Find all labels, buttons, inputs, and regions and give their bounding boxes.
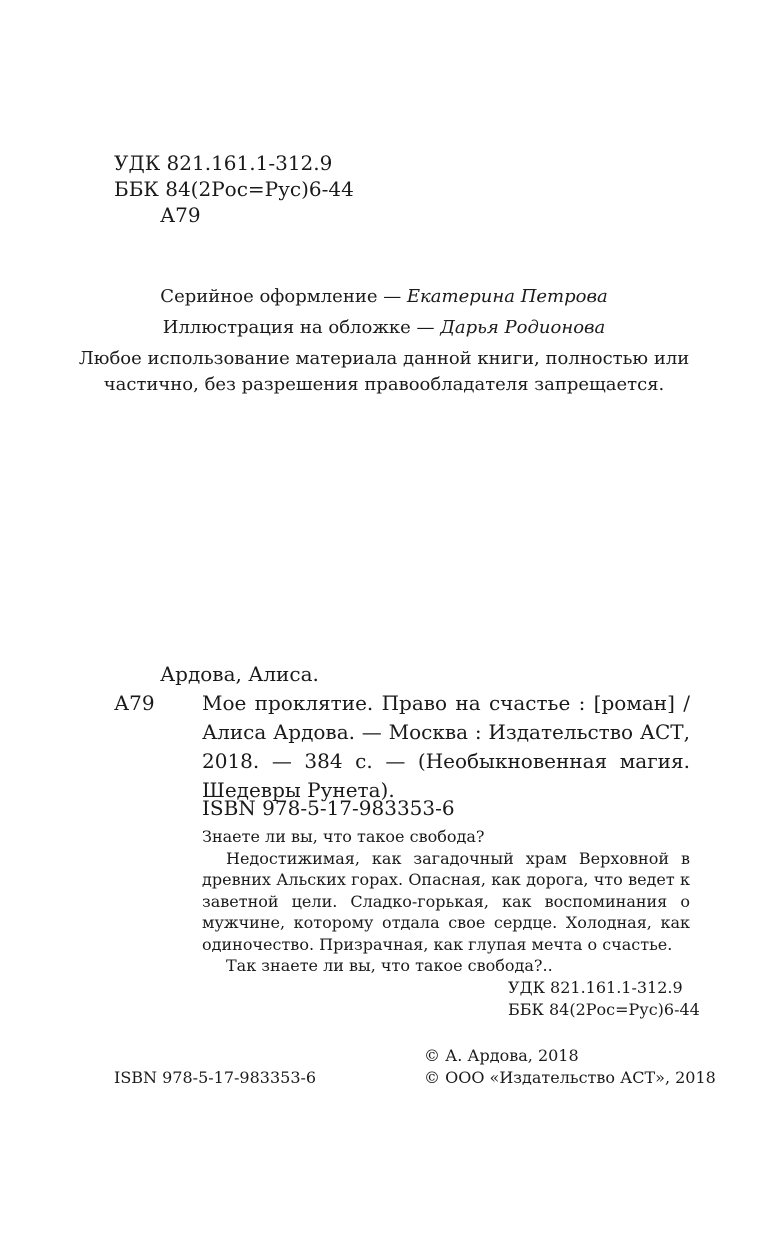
- annotation-paragraph: Знаете ли вы, что такое свобода?: [202, 827, 485, 846]
- catalog-udk: УДК 821.161.1-312.9: [508, 978, 683, 997]
- catalog-author-heading: Ардова, Алиса.: [160, 662, 319, 686]
- cover-illustration-credit: [0, 315, 768, 341]
- series-design-label: Серийное оформление —: [160, 286, 407, 307]
- copyright-publisher: © ООО «Издательство АСТ», 2018: [424, 1068, 716, 1087]
- footer-isbn: ISBN 978-5-17-983353-6: [114, 1068, 317, 1087]
- annotation-paragraph: Так знаете ли вы, что такое свобода?..: [226, 956, 553, 975]
- author-mark: А79: [160, 203, 201, 227]
- series-design-credit: [0, 284, 768, 310]
- copyright-notice-line-2: частично, без разрешения правообладателя запрещается.: [103, 374, 665, 395]
- catalog-isbn: ISBN 978-5-17-983353-6: [202, 796, 455, 820]
- catalog-author-mark: А79: [114, 691, 155, 715]
- catalog-description: Мое проклятие. Право на счастье : [роман] / Алиса Ардова. — Москва : Издательство АСТ, 2018. — 384 с. — (Необыкновенная магия. Шедевры Рунета).: [202, 691, 690, 802]
- series-design-name: Екатерина Петрова: [406, 286, 608, 307]
- copyright-author: © А. Ардова, 2018: [424, 1046, 579, 1065]
- catalog-bbk: ББК 84(2Рос=Рус)6-44: [508, 1000, 700, 1019]
- annotation-paragraph: Недостижимая, как загадочный храм Верховной в древних Альских горах. Опасная, как дорога, что ведет к заветной цели. Сладко-горькая, как воспоминания о мужчине, которому отдала свое сердце. Холодная, как одиночество. Призрачная, как глупая мечта о счастье.: [202, 848, 690, 954]
- cover-illustration-name: Дарья Родионова: [440, 317, 606, 338]
- bbk-code: ББК 84(2Рос=Рус)6-44: [114, 177, 354, 201]
- cover-illustration-label: Иллюстрация на обложке —: [162, 317, 441, 338]
- annotation: [202, 826, 690, 977]
- copyright-notice-line-1: Любое использование материала данной книги, полностью или: [78, 348, 690, 369]
- udk-code: УДК 821.161.1-312.9: [114, 151, 333, 175]
